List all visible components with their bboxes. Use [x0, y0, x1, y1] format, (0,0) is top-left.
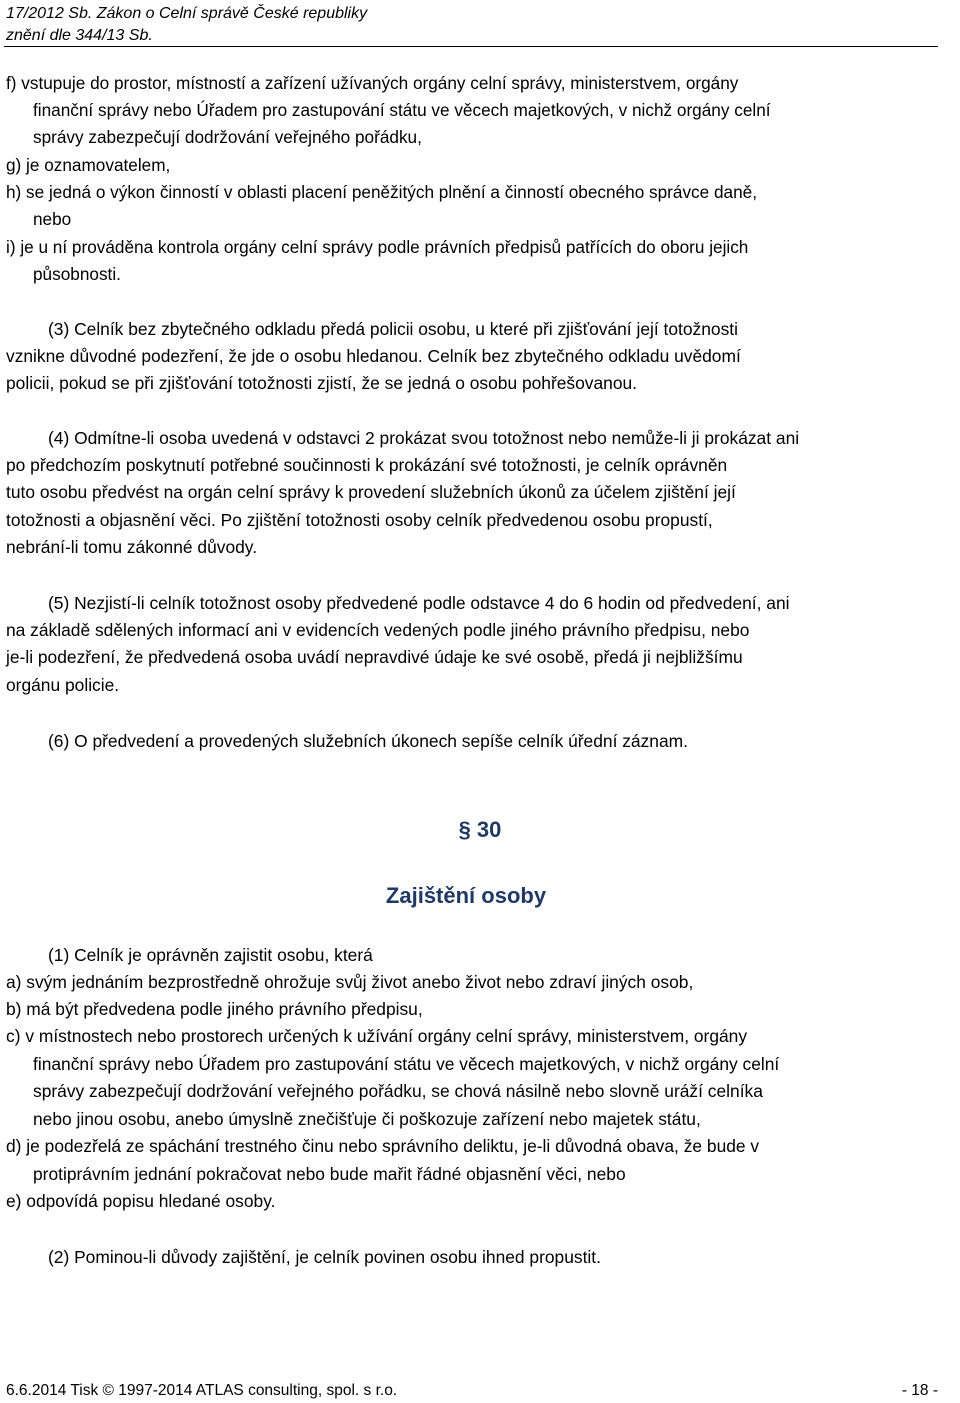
- list-item-f: f) vstupuje do prostor, místností a zařízení užívaných orgány celní správy, ministerstvem, orgány: [6, 73, 739, 93]
- s30-list-item-d: d) je podezřelá ze spáchání trestného činu nebo správního deliktu, je-li důvodná obava, že bude v: [6, 1136, 760, 1156]
- s30-list-item-c-cont: finanční správy nebo Úřadem pro zastupování státu ve věcech majetkových, v nichž orgány celní: [33, 1054, 780, 1074]
- section-number: § 30: [458, 817, 502, 842]
- list-item-h: h) se jedná o výkon činností v oblasti placení peněžitých plnění a činností obecného správce daně,: [6, 182, 757, 202]
- list-item-f-cont: finanční správy nebo Úřadem pro zastupování státu ve věcech majetkových, v nichž orgány celní: [33, 100, 771, 120]
- list-item-i: i) je u ní prováděna kontrola orgány celní správy podle právních předpisů patřících do oboru jejich: [6, 237, 749, 257]
- paragraph-3-line: vznikne důvodné podezření, že jde o osobu hledanou. Celník bez zbytečného odkladu uvědomí: [6, 346, 741, 366]
- list-item-h-cont: nebo: [33, 209, 72, 229]
- s30-list-item-c-cont: správy zabezpečují dodržování veřejného pořádku, se chová násilně nebo slovně uráží celníka: [33, 1081, 763, 1101]
- s30-list-item-e: e) odpovídá popisu hledané osoby.: [6, 1191, 276, 1211]
- list-item-g: g) je oznamovatelem,: [6, 155, 171, 175]
- paragraph-5-line: orgánu policie.: [6, 675, 120, 695]
- paragraph-4-line: totožnosti a objasnění věci. Po zjištění totožnosti osoby celník předvedenou osobu propustí,: [6, 510, 713, 530]
- header-line-2: znění dle 344/13 Sb.: [6, 27, 153, 44]
- footer-page-number: - 18 -: [901, 1382, 938, 1399]
- paragraph-5-line: na základě sdělených informací ani v evidencích vedených podle jiného právního předpisu, nebo: [6, 620, 750, 640]
- paragraph-4-line: (4) Odmítne-li osoba uvedená v odstavci 2 prokázat svou totožnost nebo nemůže-li ji prokázat ani: [48, 428, 800, 448]
- paragraph-6-line: (6) O předvedení a provedených služebních úkonech sepíše celník úřední záznam.: [48, 731, 688, 751]
- s30-list-item-d-cont: protiprávním jednání pokračovat nebo bude mařit řádné objasnění věci, nebo: [33, 1164, 626, 1184]
- section-title: Zajištění osoby: [385, 883, 547, 908]
- s30-paragraph-1-line: (1) Celník je oprávněn zajistit osobu, která: [48, 945, 373, 965]
- s30-list-item-c: c) v místnostech nebo prostorech určených k užívání orgány celní správy, ministerstvem, orgány: [6, 1026, 748, 1046]
- s30-list-item-a: a) svým jednáním bezprostředně ohrožuje svůj život anebo život nebo zdraví jiných osob,: [6, 972, 694, 992]
- paragraph-5-line: je-li podezření, že předvedená osoba uvádí nepravdivé údaje ke své osobě, předá ji nejbližšímu: [6, 647, 743, 667]
- paragraph-3-line: (3) Celník bez zbytečného odkladu předá policii osobu, u které při zjišťování její totožnosti: [48, 319, 738, 339]
- paragraph-5-line: (5) Nezjistí-li celník totožnost osoby předvedené podle odstavce 4 do 6 hodin od předvedení, ani: [48, 593, 790, 613]
- s30-list-item-b: b) má být předvedena podle jiného právního předpisu,: [6, 999, 423, 1019]
- page-footer: [6, 1380, 938, 1402]
- s30-paragraph-2-line: (2) Pominou-li důvody zajištění, je celník povinen osobu ihned propustit.: [48, 1247, 601, 1267]
- paragraph-4-line: tuto osobu předvést na orgán celní správy k provedení služebních úkonů za účelem zjištění její: [6, 482, 736, 502]
- header-line-1: 17/2012 Sb. Zákon o Celní správě České republiky: [6, 5, 368, 22]
- list-item-i-cont: působnosti.: [33, 264, 121, 284]
- paragraph-4-line: po předchozím poskytnutí potřebné součinnosti k prokázání své totožnosti, je celník oprávněn: [6, 455, 728, 475]
- s30-list-item-c-cont: nebo jinou osobu, anebo úmyslně znečišťuje či poškozuje zařízení nebo majetek státu,: [33, 1109, 701, 1129]
- list-item-f-cont: správy zabezpečují dodržování veřejného pořádku,: [33, 127, 422, 147]
- paragraph-3-line: policii, pokud se při zjišťování totožnosti zjistí, že se jedná o osobu pohřešovanou.: [6, 373, 638, 393]
- paragraph-4-line: nebrání-li tomu zákonné důvody.: [6, 537, 258, 557]
- footer-print-info: 6.6.2014 Tisk © 1997-2014 ATLAS consulting, spol. s r.o.: [6, 1382, 398, 1399]
